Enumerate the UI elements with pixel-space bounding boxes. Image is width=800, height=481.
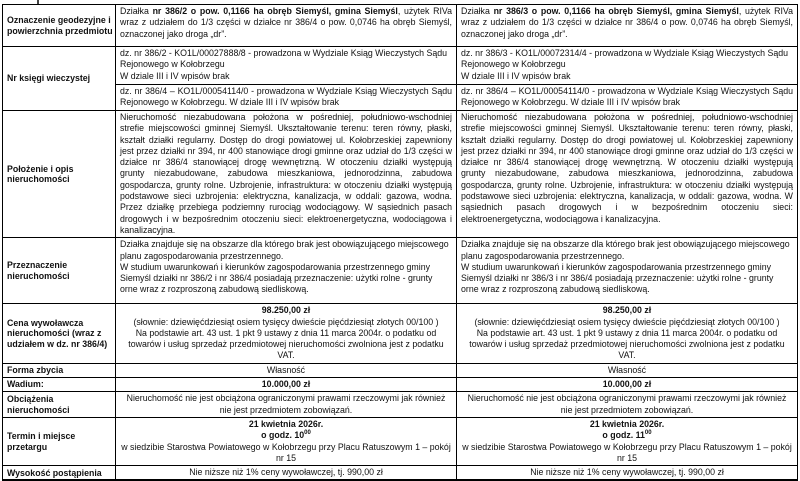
- cell-purpose-col1: [116, 238, 457, 304]
- price-amount-col2: 98.250,00 zł: [602, 305, 652, 316]
- geodetic-suffix-col2: , użytek RIVa wraz z udziałem do 1/3 części w działce nr 386/4 o pow. 0,0746 ha obręb Siemyśl, oznaczonej jako droga „dr”.: [461, 6, 793, 39]
- table-row-deposit: [3, 378, 798, 392]
- cell-register1-col1: [116, 47, 457, 85]
- price-vat-col2: Na podstawie art. 43 ust. 1 pkt 9 ustawy z dnia 11 marca 2004r. o podatku od towarów i usług sprzedaż przedmiotowej nieruchomości zwolniona jest z podatku VAT.: [469, 327, 785, 361]
- geodetic-suffix-col1: , użytek RIVa wraz z udziałem do 1/3 części w działce nr 386/4 o pow. 0,0746 ha obręb Siemyśl, oznaczonej jako droga „dr”.: [120, 6, 452, 39]
- cell-bid-increment-col1: Nie niższe niż 1% ceny wywoławczej, tj. 990,00 zł: [116, 466, 457, 481]
- table-row-purpose: [3, 238, 798, 304]
- purpose-2-col1: W studium uwarunkowań i kierunków zagospodarowania przestrzennego gminy Siemyśl działki nr 386/2 i nr 386/4 posiadają przeznaczenie: użytki rolne - grunty orne wraz z rozproszoną zabudową siedliskową.: [120, 261, 433, 295]
- cell-register2-col2: dz. nr 386/4 – KO1L/00054114/0 - prowadzona w Wydziale Ksiąg Wieczystych Sądu Rejonowego w Kołobrzegu. W dziale III i IV wpisów brak: [457, 85, 798, 111]
- auction-comparison-table: [2, 4, 798, 481]
- table-row-location: [3, 111, 798, 238]
- row-label-purpose: Przeznaczenie nieruchomości: [3, 238, 116, 304]
- auction-time-col1: [261, 430, 311, 440]
- table-row-geodetic: [3, 5, 798, 47]
- row-label-location: Położenie i opis nieruchomości: [3, 111, 116, 238]
- table-row-sale-form: [3, 363, 798, 377]
- cell-geodetic-col2: [457, 5, 798, 47]
- table-row-price: [3, 304, 798, 363]
- row-label-deposit: Wadium:: [3, 378, 116, 392]
- cell-deposit-col2: 10.000,00 zł: [457, 378, 798, 392]
- cell-price-col2: [457, 304, 798, 363]
- auction-time-col2: [602, 430, 651, 440]
- register-1b-col2: W dziale III i IV wpisów brak: [461, 70, 571, 81]
- register-1a-col1: dz. nr 386/2 - KO1L/00027888/8 - prowadzona w Wydziale Ksiąg Wieczystych Sądu Rejonowego w Kołobrzegu: [120, 48, 448, 70]
- cell-bid-increment-col2: Nie niższe niż 1% ceny wywoławczej, tj. 990,00 zł: [457, 466, 798, 481]
- geodetic-bold-col2: nr 386/3 o pow. 0,1166 ha obręb Siemyśl, gmina Siemyśl: [493, 6, 739, 16]
- cell-deposit-col1: 10.000,00 zł: [116, 378, 457, 392]
- auction-time-prefix-col1: o godz. 10: [261, 430, 305, 441]
- auction-time-sup-col1: 00: [304, 430, 311, 437]
- purpose-2-col2: W studium uwarunkowań i kierunków zagospodarowania przestrzennego gminy Siemyśl działki nr 386/3 i nr 386/4 posiadają przeznaczenie: użytki rolne - grunty orne wraz z rozproszoną zabudową siedliskową.: [461, 261, 774, 295]
- cell-location-col1: Nieruchomość niezabudowana położona w pośredniej, południowo-wschodniej strefie miejscowości gminnej Siemyśl. Ukształtowanie terenu: teren równy, płaski, kształt działki regularny. Dostęp do drogi powiatowej ul. Kołobrzeskiej zapewniony jest przez działki nr 394, nr 400 stanowiące drogi gminne oraz udział do 1/3 części w działce nr 386/4 stanowiącej drogę wewnętrzną. W otoczeniu działki występują grunty niezabudowane, zabudowa mieszkaniowa, jednorodzinna, zabudowa gospodarcza, grunty rolne. Uzbrojenie, infrastruktura: w otoczeniu działki występują podstawowe sieci uzbrojenia: elektryczna, kanalizacja, w oddali: gazowa, wodna. Przez działkę przebiega podziemny rurociąg wodociągowy. W sąsiednich pasach drogowych i w bezpośrednim otoczeniu sieci: elektroenergetyczna, wodociągowa i kanalizacyjna.: [116, 111, 457, 238]
- register-1a-col2: dz. nr 386/3 - KO1L/00072314/4 - prowadzona w Wydziale Ksiąg Wieczystych Sądu Rejonowego w Kołobrzegu: [461, 48, 789, 70]
- cell-sale-form-col1: Własność: [116, 363, 457, 377]
- price-vat-col1: Na podstawie art. 43 ust. 1 pkt 9 ustawy z dnia 11 marca 2004r. o podatku od towarów i usług sprzedaż przedmiotowej nieruchomości zwolniona jest z podatku VAT.: [128, 327, 444, 361]
- cell-register2-col1: dz. nr 386/4 – KO1L/00054114/0 - prowadzona w Wydziale Ksiąg Wieczystych Sądu Rejonowego w Kołobrzegu. W dziale III i IV wpisów brak: [116, 85, 457, 111]
- cell-register1-col2: [457, 47, 798, 85]
- row-label-geodetic: Oznaczenie geodezyjne i powierzchnia przedmiotu: [3, 5, 116, 47]
- row-label-sale-form: Forma zbycia: [3, 363, 116, 377]
- row-label-encumbrances: Obciążenia nieruchomości: [3, 392, 116, 418]
- auction-time-sup-col2: 00: [644, 430, 652, 437]
- auction-time-prefix-col2: o godz. 11: [602, 430, 645, 441]
- row-label-bid-increment: Wysokość postąpienia: [3, 466, 116, 481]
- table-row-encumbrances: [3, 392, 798, 418]
- cell-geodetic-col1: [116, 5, 457, 47]
- cell-auction-col2: [457, 417, 798, 465]
- row-label-auction: Termin i miejsce przetargu: [3, 417, 116, 465]
- auction-date-col1: 21 kwietnia 2026r.: [248, 418, 324, 429]
- row-label-price: Cena wywoławcza nieruchomości (wraz z udziałem w dz. nr 386/4): [3, 304, 116, 363]
- table-row-register-1: [3, 47, 798, 85]
- cell-price-col1: [116, 304, 457, 363]
- table-row-bid-increment: [3, 466, 798, 481]
- price-words-col1: (słownie: dziewięćdziesiąt osiem tysięcy dwieście pięćdziesiąt złotych 00/100 ): [133, 316, 439, 327]
- cell-sale-form-col2: Własność: [457, 363, 798, 377]
- purpose-1-col1: Działka znajduje się na obszarze dla którego brak jest obowiązującego miejscowego planu zagospodarowania przestrzennego.: [120, 239, 449, 261]
- auction-place-col1: w siedzibie Starostwa Powiatowego w Kołobrzegu przy Placu Ratuszowym 1 – pokój nr 15: [121, 441, 451, 463]
- cell-auction-col1: [116, 417, 457, 465]
- register-1b-col1: W dziale III i IV wpisów brak: [120, 70, 230, 81]
- geodetic-bold-col1: nr 386/2 o pow. 0,1166 ha obręb Siemyśl, gmina Siemyśl: [152, 6, 398, 16]
- cell-purpose-col2: [457, 238, 798, 304]
- table-row-auction: [3, 417, 798, 465]
- price-amount-col1: 98.250,00 zł: [261, 305, 311, 316]
- purpose-1-col2: Działka znajduje się na obszarze dla którego brak jest obowiązującego miejscowego planu zagospodarowania przestrzennego.: [461, 239, 790, 261]
- price-words-col2: (słownie: dziewięćdziesiąt osiem tysięcy dwieście pięćdziesiąt złotych 00/100 ): [474, 316, 780, 327]
- geodetic-prefix-col1: Działka: [120, 6, 153, 16]
- row-label-register: Nr księgi wieczystej: [3, 47, 116, 111]
- cell-location-col2: Nieruchomość niezabudowana położona w pośredniej, południowo-wschodniej strefie miejscowości gminnej Siemyśl. Ukształtowanie terenu: teren równy, płaski, kształt działki regularny. Dostęp do drogi powiatowej ul. Kołobrzeskiej zapewniony jest przez działki nr 394, nr 400 stanowiące drogi gminne oraz udział do 1/3 części w działce nr 386/4 stanowiącej drogę wewnętrzną. W otoczeniu działki występują grunty niezabudowane, zabudowa mieszkaniowa, jednorodzinna, zabudowa gospodarcza, grunty rolne. Uzbrojenie, infrastruktura: w otoczeniu działki występują podstawowe sieci uzbrojenia: elektryczna, kanalizacja, w oddali: gazowa, wodna. W sąsiednich pasach drogowych i w bezpośrednim otoczeniu sieci: elektroenergetyczna, wodociągowa i kanalizacyjna.: [457, 111, 798, 238]
- cell-encumbrances-col2: Nieruchomość nie jest obciążona ograniczonymi prawami rzeczowymi jak również nie jest przedmiotem zobowiązań.: [457, 392, 798, 418]
- cell-encumbrances-col1: Nieruchomość nie jest obciążona ograniczonymi prawami rzeczowymi jak również nie jest przedmiotem zobowiązań.: [116, 392, 457, 418]
- table-row-register-2: [3, 85, 798, 111]
- auction-date-col2: 21 kwietnia 2026r.: [589, 418, 665, 429]
- auction-place-col2: w siedzibie Starostwa Powiatowego w Kołobrzegu przy Placu Ratuszowym 1 – pokój nr 15: [462, 441, 792, 463]
- geodetic-prefix-col2: Działka: [461, 6, 494, 16]
